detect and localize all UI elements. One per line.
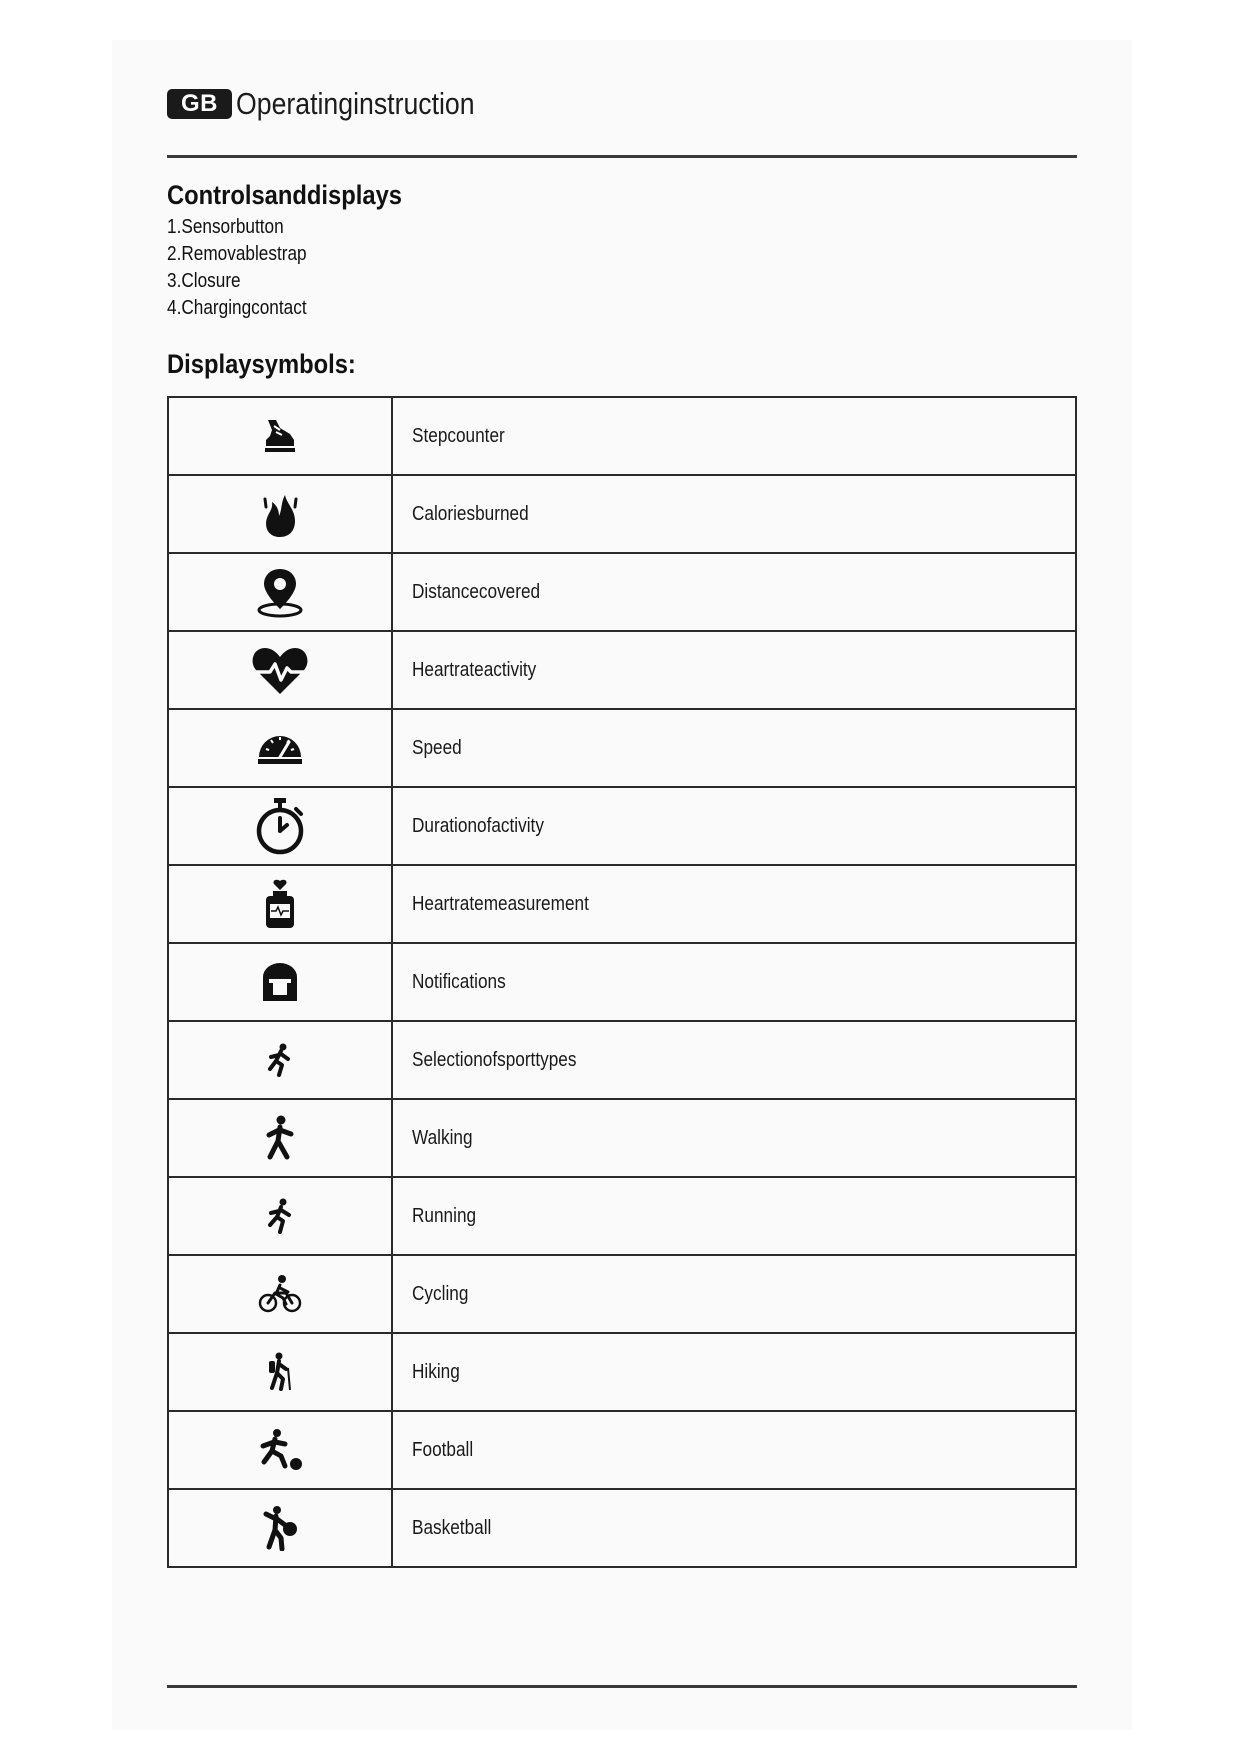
controls-list-item: 3.Closure (167, 270, 241, 292)
controls-heading: Controlsanddisplays (167, 180, 403, 210)
symbol-label: Durationofactivity (412, 814, 544, 837)
table-row (168, 787, 1076, 865)
basketball-icon (260, 1505, 300, 1551)
symbol-label: Hiking (412, 1360, 460, 1383)
table-row (168, 1021, 1076, 1099)
symbol-label: Distancecovered (412, 580, 541, 603)
hiking-icon (264, 1352, 296, 1392)
header-divider (167, 155, 1077, 158)
table-row (168, 1489, 1076, 1567)
table-row (168, 631, 1076, 709)
symbol-label: Walking (412, 1126, 473, 1149)
location-pin-icon (255, 565, 305, 619)
table-row (168, 1255, 1076, 1333)
table-row (168, 1333, 1076, 1411)
table-row (168, 709, 1076, 787)
symbol-label: Selectionofsporttypes (412, 1048, 577, 1071)
page-header (167, 86, 513, 122)
table-row (168, 943, 1076, 1021)
symbol-label: Heartrateactivity (412, 658, 537, 681)
language-badge: GB (167, 89, 232, 119)
controls-list (167, 214, 329, 322)
football-icon (257, 1428, 303, 1472)
footer-divider (167, 1685, 1077, 1688)
running-icon (265, 1198, 295, 1234)
table-row (168, 865, 1076, 943)
symbol-label: Cycling (412, 1282, 469, 1305)
display-symbols-heading: Displaysymbols: (167, 349, 356, 379)
runner-small-icon (266, 1043, 294, 1077)
table-row (168, 1177, 1076, 1255)
walking-icon (261, 1115, 299, 1161)
symbol-label: Heartratemeasurement (412, 892, 589, 915)
flame-icon (259, 489, 301, 539)
symbol-label: Running (412, 1204, 477, 1227)
document-title: Operatinginstruction (236, 86, 475, 121)
heart-pulse-icon (250, 644, 310, 696)
symbol-label: Stepcounter (412, 424, 505, 447)
stopwatch-icon (254, 796, 306, 856)
speedometer-icon (256, 727, 304, 769)
shoe-icon (260, 416, 300, 456)
symbol-label: Caloriesburned (412, 502, 529, 525)
table-row (168, 397, 1076, 475)
table-row (168, 1411, 1076, 1489)
controls-list-item: 2.Removablestrap (167, 243, 307, 265)
heart-rate-device-icon (262, 878, 298, 930)
table-row (168, 1099, 1076, 1177)
table-row (168, 553, 1076, 631)
controls-list-item: 4.Chargingcontact (167, 297, 307, 319)
symbol-label: Speed (412, 736, 462, 759)
cycling-icon (258, 1274, 302, 1314)
controls-list-item: 1.Sensorbutton (167, 216, 284, 238)
notification-icon (261, 961, 299, 1003)
table-row (168, 475, 1076, 553)
display-symbols-table (167, 396, 1077, 1568)
symbol-label: Basketball (412, 1516, 492, 1539)
symbol-label: Notifications (412, 970, 506, 993)
symbol-label: Football (412, 1438, 474, 1461)
